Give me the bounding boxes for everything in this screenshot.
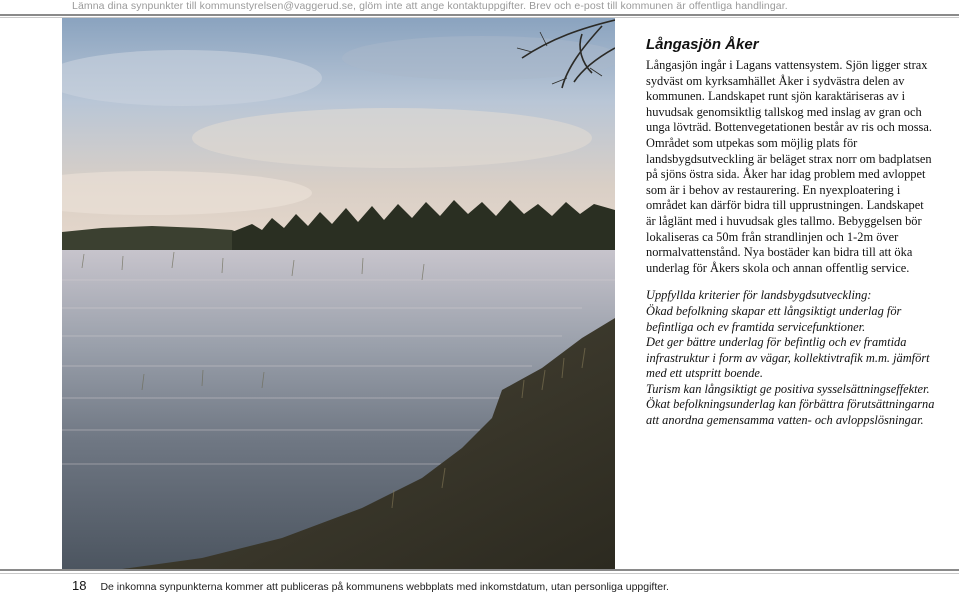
footer-rule: [0, 569, 959, 571]
criteria-item: Turism kan långsiktigt ge positiva sysselsättningseffekter.: [646, 381, 930, 396]
criteria-item: Ökad befolkning skapar ett långsiktigt underlag för befintliga och ev framtida servicefunktioner.: [646, 303, 902, 334]
article-body: Långasjön ingår i Lagans vattensystem. Sjön ligger strax sydväst om kyrksamhället Åker i sydvästra delen av kommunen. Landskapet runt sjön karaktäriseras av i huvudsak genomsiktlig tallskog med inslag av gran och unga lövträd. Bottenvegetationen består av ris och mossa. Området som utpekas som möjlig plats för landsbygdsutveckling är beläget strax norr om badplatsen på sjöns östra sida. Åker har idag problem med avloppet som är i behov av restaurering. En nyexploatering i området kan därför bidra till upprustningen. Landskapet är låglänt med i huvudsak gles tallmo. Bebyggelsen bör lokaliseras ca 50m från strandlinjen och 1-2m över normalvattenstånd. Nya bostäder kan bidra till att öka underlag för Åkers skola och annan offentlig service.: [646, 58, 932, 275]
footer-notice: De inkomna synpunkterna kommer att publiceras på kommunens webbplats med inkomstdatum, utan personliga uppgifter.: [100, 581, 669, 593]
lake-photo: [62, 18, 615, 569]
header-notice: Lämna dina synpunkter till kommunstyrelsen@vaggerud.se, glöm inte att ange kontaktuppgifter. Brev och e-post till kommunen är offentliga handlingar.: [72, 0, 788, 12]
page-number: 18: [72, 578, 87, 593]
footer: [72, 578, 952, 593]
criteria-list: [646, 288, 936, 428]
article: [646, 36, 936, 429]
article-title: Långasjön Åker: [646, 36, 759, 53]
footer-rule-thin: [0, 573, 959, 574]
criteria-heading: Uppfyllda kriterier för landsbygdsutveckling:: [646, 288, 872, 303]
criteria-item: Ökat befolkningsunderlag kan förbättra förutsättningarna att anordna gemensamma vatten- och avloppslösningar.: [646, 397, 935, 428]
header-rule: [0, 14, 959, 16]
criteria-item: Det ger bättre underlag för befintlig och ev framtida infrastruktur i form av vägar, kollektivtrafik m.m. jämfört med ett utspritt boende.: [646, 335, 930, 381]
